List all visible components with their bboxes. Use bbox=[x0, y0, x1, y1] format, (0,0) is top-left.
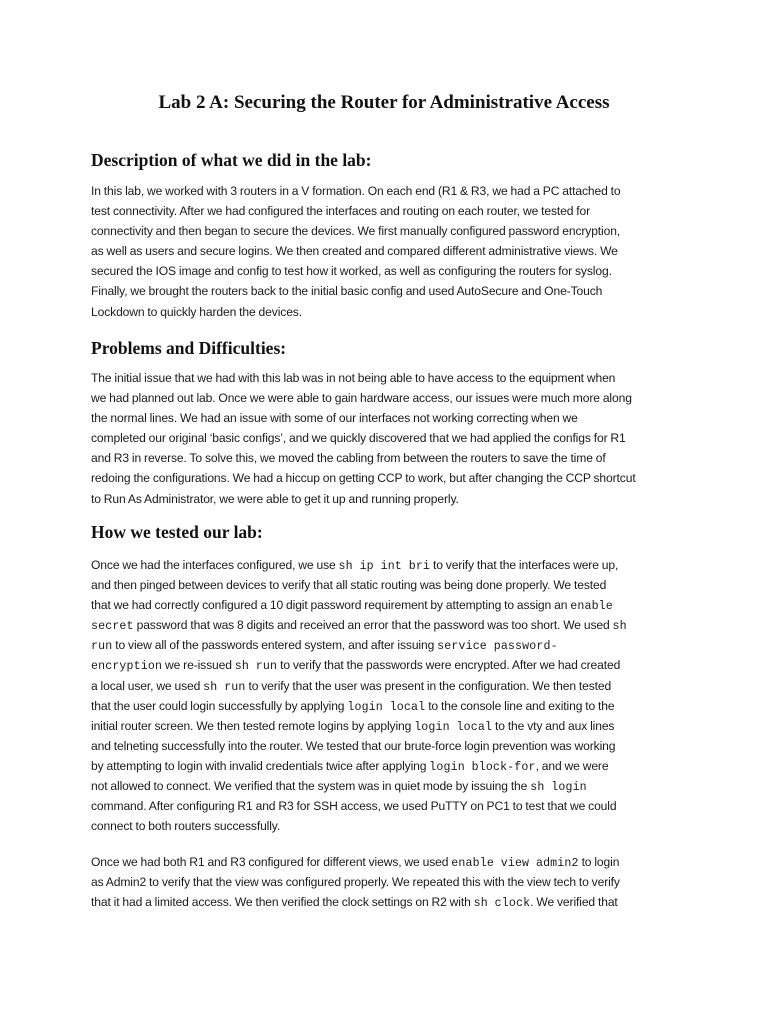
inline-code: secret bbox=[91, 620, 134, 634]
text-run: , and we were bbox=[535, 758, 609, 773]
text-line bbox=[91, 756, 681, 776]
section-body-description bbox=[91, 181, 681, 322]
section-body-testing bbox=[91, 555, 681, 836]
text-run: and telneting successfully into the router. We tested that our brute-force login prevention was working bbox=[91, 738, 616, 753]
text-line bbox=[91, 852, 681, 872]
text-line bbox=[91, 489, 681, 509]
text-run: to login bbox=[578, 855, 620, 869]
inline-code: login block-for bbox=[429, 760, 536, 774]
text-line bbox=[91, 388, 681, 408]
text-run: redoing the configurations. We had a hiccup on getting CCP to work, but after changing the CCP shortcut bbox=[91, 471, 636, 486]
text-line bbox=[91, 181, 681, 201]
text-run: the normal lines. We had an issue with some of our interfaces not working correcting when we bbox=[91, 411, 578, 426]
text-run: to view all of the passwords entered system, and after issuing bbox=[112, 638, 438, 653]
text-line bbox=[91, 368, 681, 388]
text-run: not allowed to connect. We verified that the system was in quiet mode by issuing the bbox=[91, 779, 531, 794]
text-run: secured the IOS image and config to test how it worked, as well as configuring the routers for syslog. bbox=[91, 264, 612, 279]
text-line bbox=[91, 261, 681, 281]
inline-code: login local bbox=[347, 700, 426, 714]
section-body-problems bbox=[91, 368, 681, 509]
text-run: we re-issued bbox=[162, 658, 235, 673]
text-run: and then pinged between devices to verify that all static routing was being done properly. We tested bbox=[91, 578, 607, 593]
text-line bbox=[91, 796, 681, 816]
text-run: Once we had the interfaces configured, we use bbox=[91, 558, 339, 572]
text-run: Once we had both R1 and R3 configured for different views, we used bbox=[91, 855, 452, 869]
inline-code: sh run bbox=[203, 680, 246, 694]
text-line bbox=[91, 676, 681, 696]
text-line bbox=[91, 776, 681, 796]
text-run: that we had correctly configured a 10 digit password requirement by attempting to assign an bbox=[91, 598, 571, 613]
text-line bbox=[91, 281, 681, 301]
text-run: and R3 in reverse. To solve this, we moved the cabling from between the routers to save the time of bbox=[91, 451, 606, 466]
text-line bbox=[91, 816, 681, 836]
text-line bbox=[91, 428, 681, 448]
text-run: The initial issue that we had with this lab was in not being able to have access to the equipment when bbox=[91, 371, 616, 385]
text-run: password that was 8 digits and received an error that the password was too short. We used bbox=[133, 618, 613, 633]
text-run: Lockdown to quickly harden the devices. bbox=[91, 304, 302, 319]
text-run: that the user could login successfully by applying bbox=[91, 698, 348, 713]
text-line bbox=[91, 716, 681, 736]
inline-code: sh login bbox=[530, 781, 587, 795]
section-body-views bbox=[91, 852, 681, 912]
text-line bbox=[91, 468, 681, 488]
text-line bbox=[91, 221, 681, 241]
text-run: completed our original ‘basic configs’, and we quickly discovered that we had applied the configs for R1 bbox=[91, 431, 626, 446]
text-run: that it had a limited access. We then verified the clock settings on R2 with bbox=[91, 895, 474, 910]
inline-code: enable view admin2 bbox=[451, 857, 579, 870]
text-line bbox=[91, 615, 681, 635]
text-line bbox=[91, 448, 681, 468]
inline-code: service password- bbox=[437, 640, 558, 654]
text-run: Finally, we brought the routers back to the initial basic config and used AutoSecure and One-Touch bbox=[91, 284, 603, 299]
text-run: . We verified that bbox=[530, 895, 618, 910]
text-run: command. After configuring R1 and R3 for SSH access, we used PuTTY on PC1 to test that we could bbox=[91, 799, 617, 814]
section-heading-problems: Problems and Difficulties: bbox=[91, 338, 287, 358]
text-run: to the vty and aux lines bbox=[492, 718, 615, 733]
text-run: a local user, we used bbox=[91, 678, 204, 693]
text-line bbox=[91, 201, 681, 221]
inline-code: sh ip int bri bbox=[338, 560, 431, 573]
text-line bbox=[91, 408, 681, 428]
inline-code: sh bbox=[612, 620, 627, 634]
text-run: In this lab, we worked with 3 routers in a V formation. On each end (R1 & R3, we had a PC attached to bbox=[91, 184, 621, 198]
text-run: connect to both routers successfully. bbox=[91, 819, 281, 834]
text-run: to verify that the interfaces were up, bbox=[430, 558, 619, 572]
text-run: initial router screen. We then tested remote logins by applying bbox=[91, 718, 415, 733]
text-line bbox=[91, 696, 681, 716]
text-line bbox=[91, 892, 681, 912]
inline-code: encryption bbox=[91, 660, 163, 674]
inline-code: enable bbox=[570, 600, 613, 614]
inline-code: run bbox=[91, 640, 113, 654]
text-run: by attempting to login with invalid credentials twice after applying bbox=[91, 758, 430, 773]
text-line bbox=[91, 241, 681, 261]
text-run: connectivity and then began to secure the devices. We first manually configured password encryption, bbox=[91, 224, 621, 239]
inline-code: login local bbox=[414, 720, 493, 734]
inline-code: sh run bbox=[234, 660, 278, 674]
page-title: Lab 2 A: Securing the Router for Administrative Access bbox=[158, 92, 610, 113]
text-line bbox=[91, 655, 681, 675]
text-line bbox=[91, 575, 681, 595]
inline-code: sh clock bbox=[473, 897, 531, 911]
text-run: as well as users and secure logins. We then created and compared different administrative views. We bbox=[91, 244, 618, 259]
section-heading-description: Description of what we did in the lab: bbox=[91, 150, 372, 170]
text-line bbox=[91, 555, 681, 575]
text-run: to verify that the user was present in the configuration. We then tested bbox=[245, 678, 612, 693]
text-run: to verify that the passwords were encrypted. After we had created bbox=[277, 658, 621, 673]
text-run: as Admin2 to verify that the view was configured properly. We repeated this with the view tech to verify bbox=[91, 875, 620, 890]
text-run: test connectivity. After we had configured the interfaces and routing on each router, we tested for bbox=[91, 204, 591, 219]
text-run: we had planned out lab. Once we were able to gain hardware access, our issues were much more along bbox=[91, 391, 632, 406]
text-line bbox=[91, 736, 681, 756]
text-run: to Run As Administrator, we were able to get it up and running properly. bbox=[91, 491, 459, 506]
text-line bbox=[91, 595, 681, 615]
text-line bbox=[91, 872, 681, 892]
text-run: to the console line and exiting to the bbox=[425, 698, 615, 713]
text-line bbox=[91, 635, 681, 655]
section-heading-testing: How we tested our lab: bbox=[91, 522, 263, 542]
text-line bbox=[91, 302, 681, 322]
